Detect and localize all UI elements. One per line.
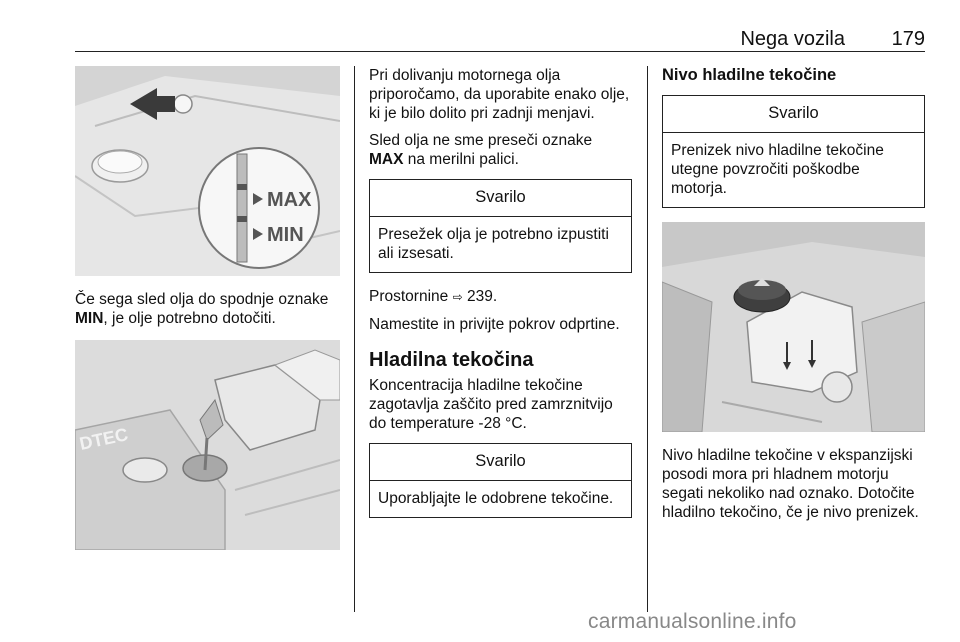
dipstick-drawing [75, 66, 340, 276]
warning-body: Uporabljajte le odobrene tekočine. [378, 490, 614, 507]
chapter-title: Nega vozila [740, 28, 845, 50]
paragraph: Nivo hladilne tekočine v ekspanzijski posodi mora pri hladnem motorju segati nekoliko nad oznako. Dotočite hladilno tekočino, če je nivo prenizek. [662, 447, 919, 521]
column-right [662, 66, 925, 530]
column-middle [369, 66, 632, 532]
section-heading: Hladilna tekočina [369, 349, 534, 371]
warning-title: Svarilo [370, 180, 631, 217]
page-number: 179 [891, 28, 925, 50]
warning-box [369, 443, 632, 518]
page-reference-icon: ⇨ [452, 290, 463, 304]
oil-filling-drawing [75, 340, 340, 550]
warning-title: Svarilo [370, 444, 631, 481]
warning-title: Svarilo [663, 96, 924, 133]
column-divider [647, 66, 648, 612]
paragraph: Pri dolivanju motornega olja priporočamo, da uporabite enako olje, ki je bilo dolito pri zadnji menjavi. [369, 67, 630, 122]
coolant-reservoir-illustration [662, 222, 925, 432]
coolant-reservoir-drawing [662, 222, 925, 432]
dipstick-illustration [75, 66, 340, 276]
oil-filling-illustration [75, 340, 340, 550]
engine-cover-lettering: DTEC [77, 424, 130, 454]
warning-body: Presežek olja je potrebno izpustiti ali izsesati. [378, 226, 609, 262]
warning-box [369, 179, 632, 273]
min-label: MIN [267, 224, 304, 246]
page-reference-link[interactable]: 239. [466, 288, 498, 305]
paragraph: Sled olja ne sme preseči oznake MAX na merilni palici. [369, 132, 593, 168]
warning-body: Prenizek nivo hladilne tekočine utegne povzročiti poškodbe motorja. [671, 142, 884, 197]
subsection-heading: Nivo hladilne tekočine [662, 66, 837, 84]
page-header [75, 26, 925, 52]
paragraph: Namestite in privijte pokrov odprtine. [369, 316, 620, 333]
watermark: carmanualsonline.info [588, 610, 797, 633]
capacity-reference: Prostornine ⇨ 239. [369, 288, 498, 305]
max-label: MAX [267, 189, 312, 211]
column-left [75, 66, 340, 550]
warning-box [662, 95, 925, 208]
paragraph: Če sega sled olja do spodnje oznake MIN, je olje potrebno dotočiti. [75, 291, 329, 327]
paragraph: Koncentracija hladilne tekočine zagotavlja zaščito pred zamrznitvijo do temperature -28 °C. [369, 377, 613, 432]
column-divider [354, 66, 355, 612]
